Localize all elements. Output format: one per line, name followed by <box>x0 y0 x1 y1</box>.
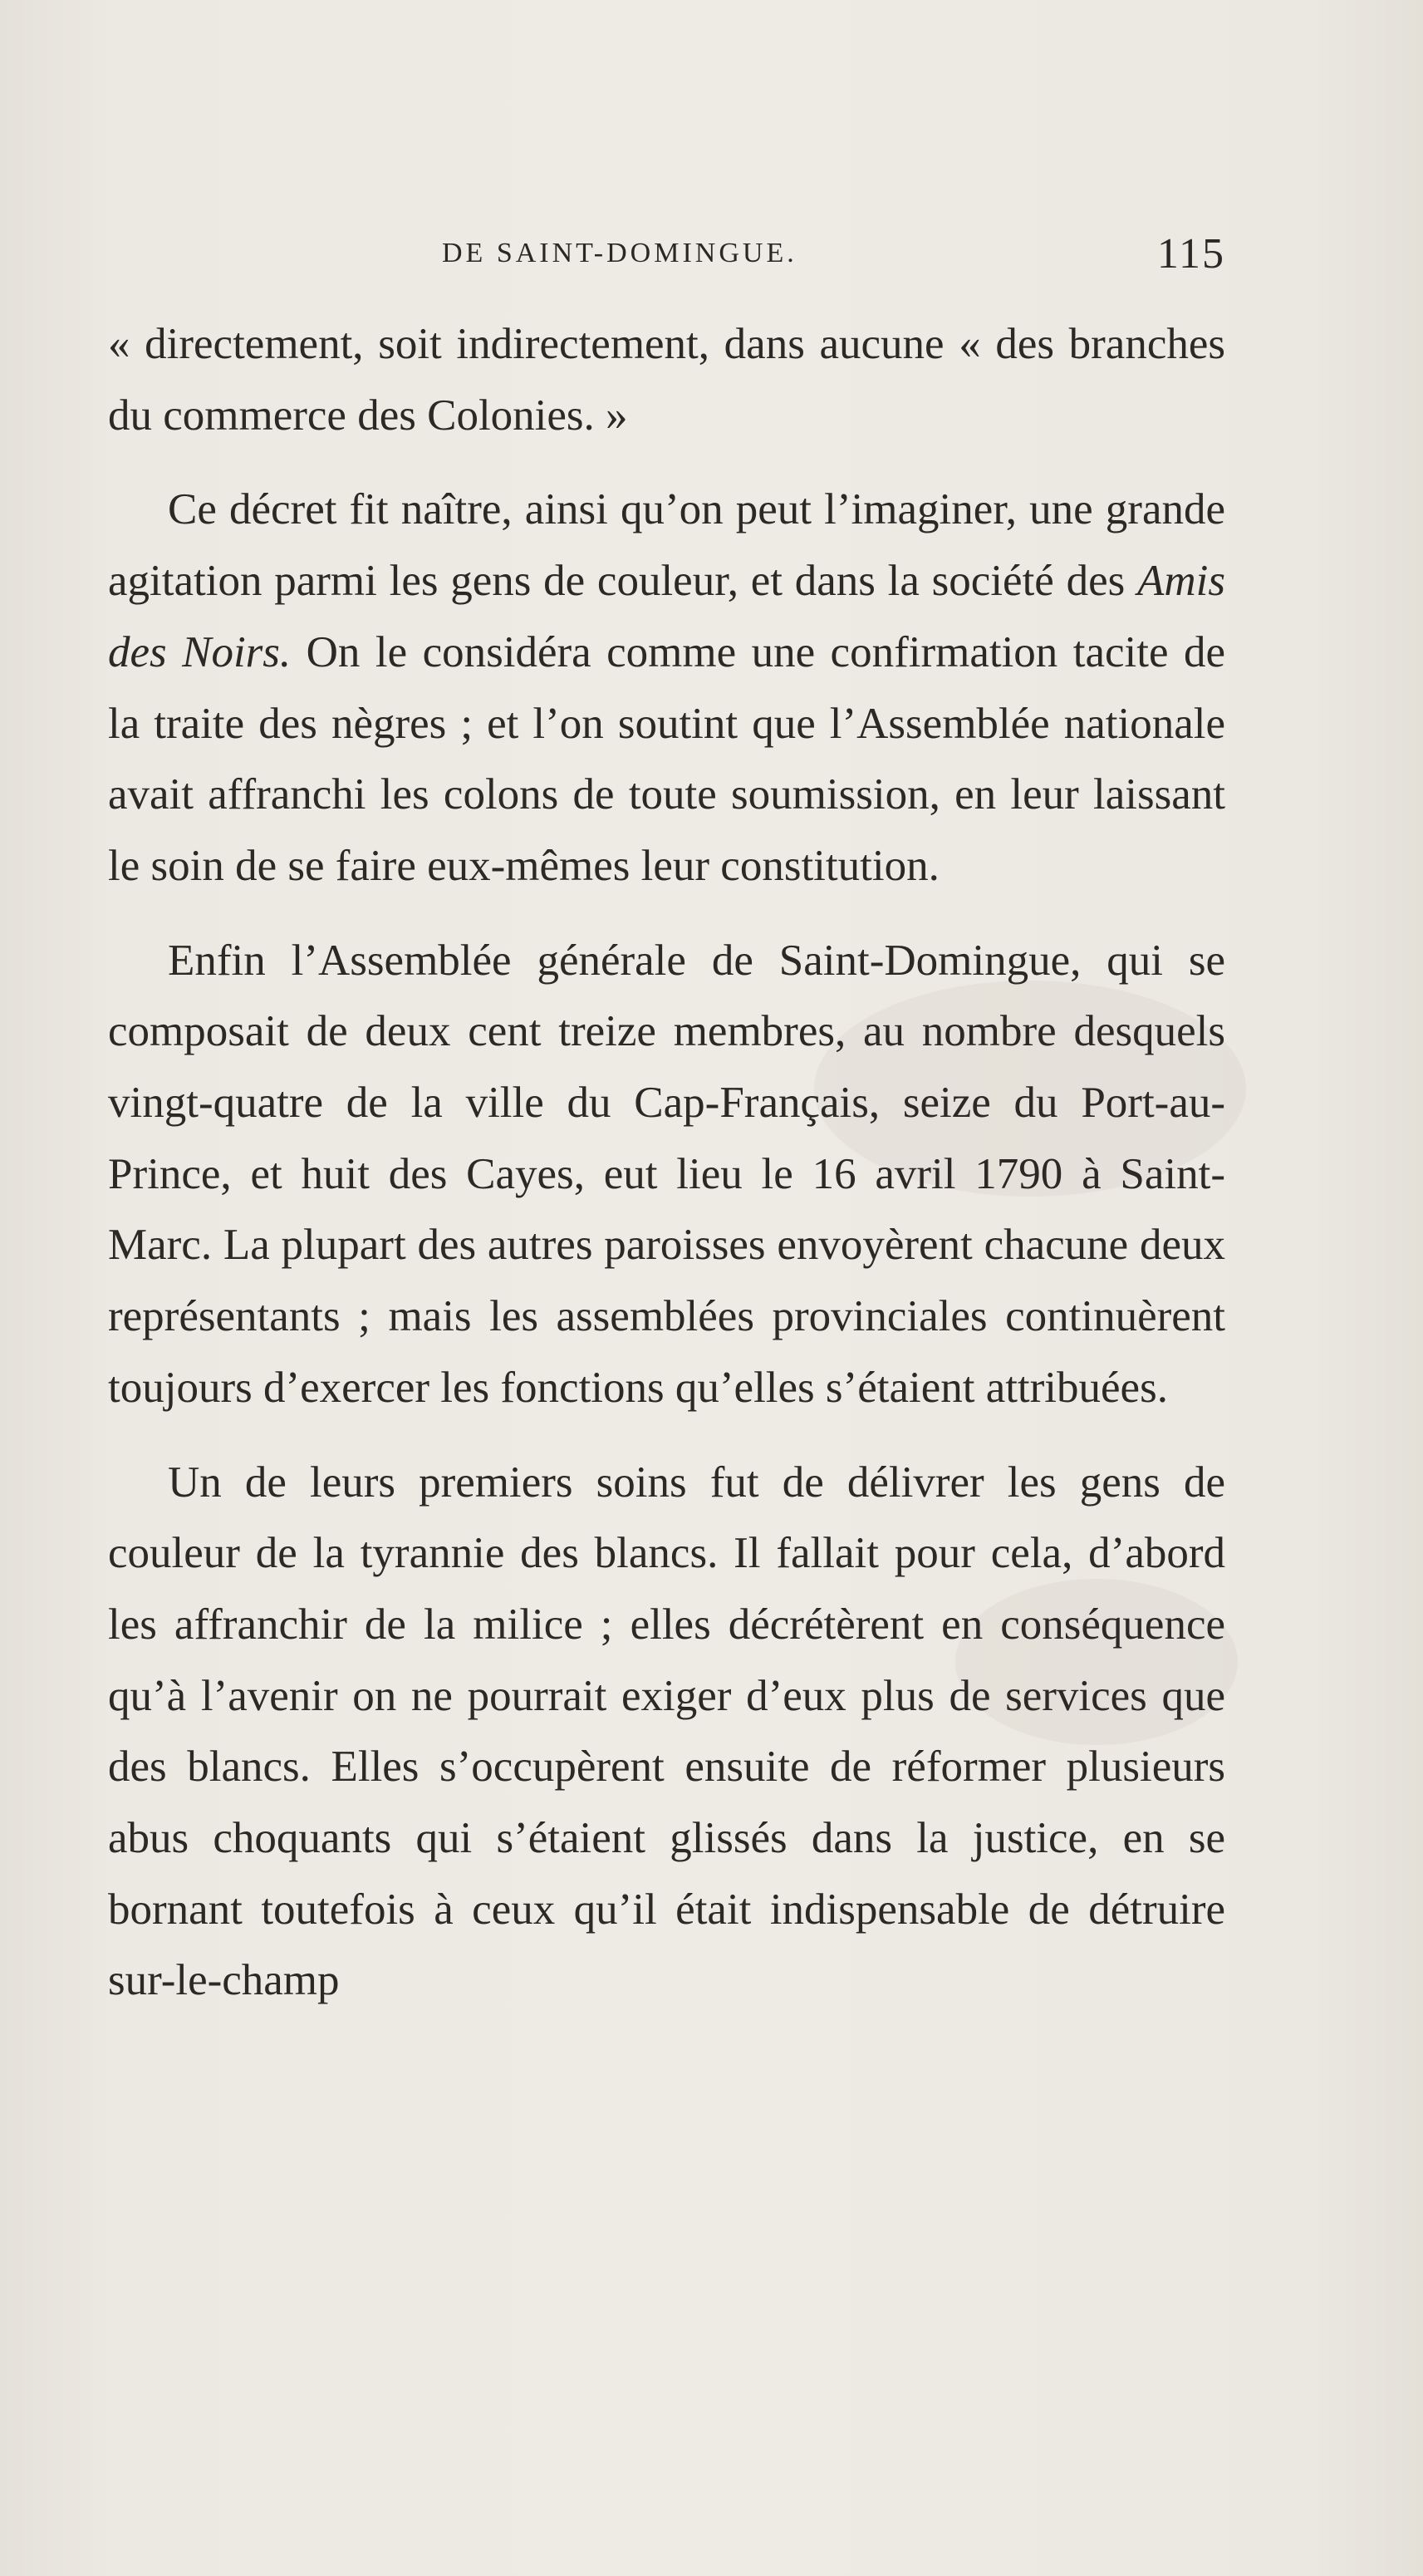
paragraph-general-assembly: Enfin l’Assemblée générale de Saint-Domingue, qui se composait de deux cent treize membres, au nombre desquels vingt-quatre de la ville du Cap-Français, seize du Port-au-Prince, et huit des Cayes, eut lieu le 16 avril 1790 à Saint-Marc. La plupart des autres paroisses envoyèrent chacune deux représentants ; mais les assemblées provinciales continuèrent toujours d’exercer les fonctions qu’elles s’étaient attribuées. <box>108 936 1225 1412</box>
paragraph-text: On le considéra comme une confirmation tacite de la traite des nègres ; et l’on soutint que l’Assemblée nationale avait affranchi les colons de toute soumission, en leur laissant le soin de se faire eux-mêmes leur constitution. <box>108 627 1225 890</box>
running-head <box>108 230 1225 293</box>
paragraph-text: Ce décret fit naître, ainsi qu’on peut l’imaginer, une grande agitation parmi les gens de couleur, et dans la société des <box>108 485 1225 606</box>
body-text <box>108 309 1225 2017</box>
paragraph-decree-quote: « directement, soit indirectement, dans aucune « des branches du commerce des Colonies. » <box>108 320 1225 440</box>
paragraph-decree-reaction <box>108 474 1225 902</box>
paragraph-first-measures: Un de leurs premiers soins fut de délivrer les gens de couleur de la tyrannie des blancs. Il fallait pour cela, d’abord les affranchir de la milice ; elles décrétèrent en conséquence qu’à l’avenir on ne pourrait exiger d’eux plus de services que des blancs. Elles s’occupèrent ensuite de réformer plusieurs abus choquants qui s’étaient glissés dans la justice, en se bornant toutefois à ceux qu’il était indispensable de détruire sur-le-champ <box>108 1458 1225 2005</box>
page-number: 115 <box>1156 230 1225 278</box>
running-title: DE SAINT-DOMINGUE. <box>442 238 797 268</box>
italic-society-name: Amis des Noirs. <box>108 557 1225 676</box>
